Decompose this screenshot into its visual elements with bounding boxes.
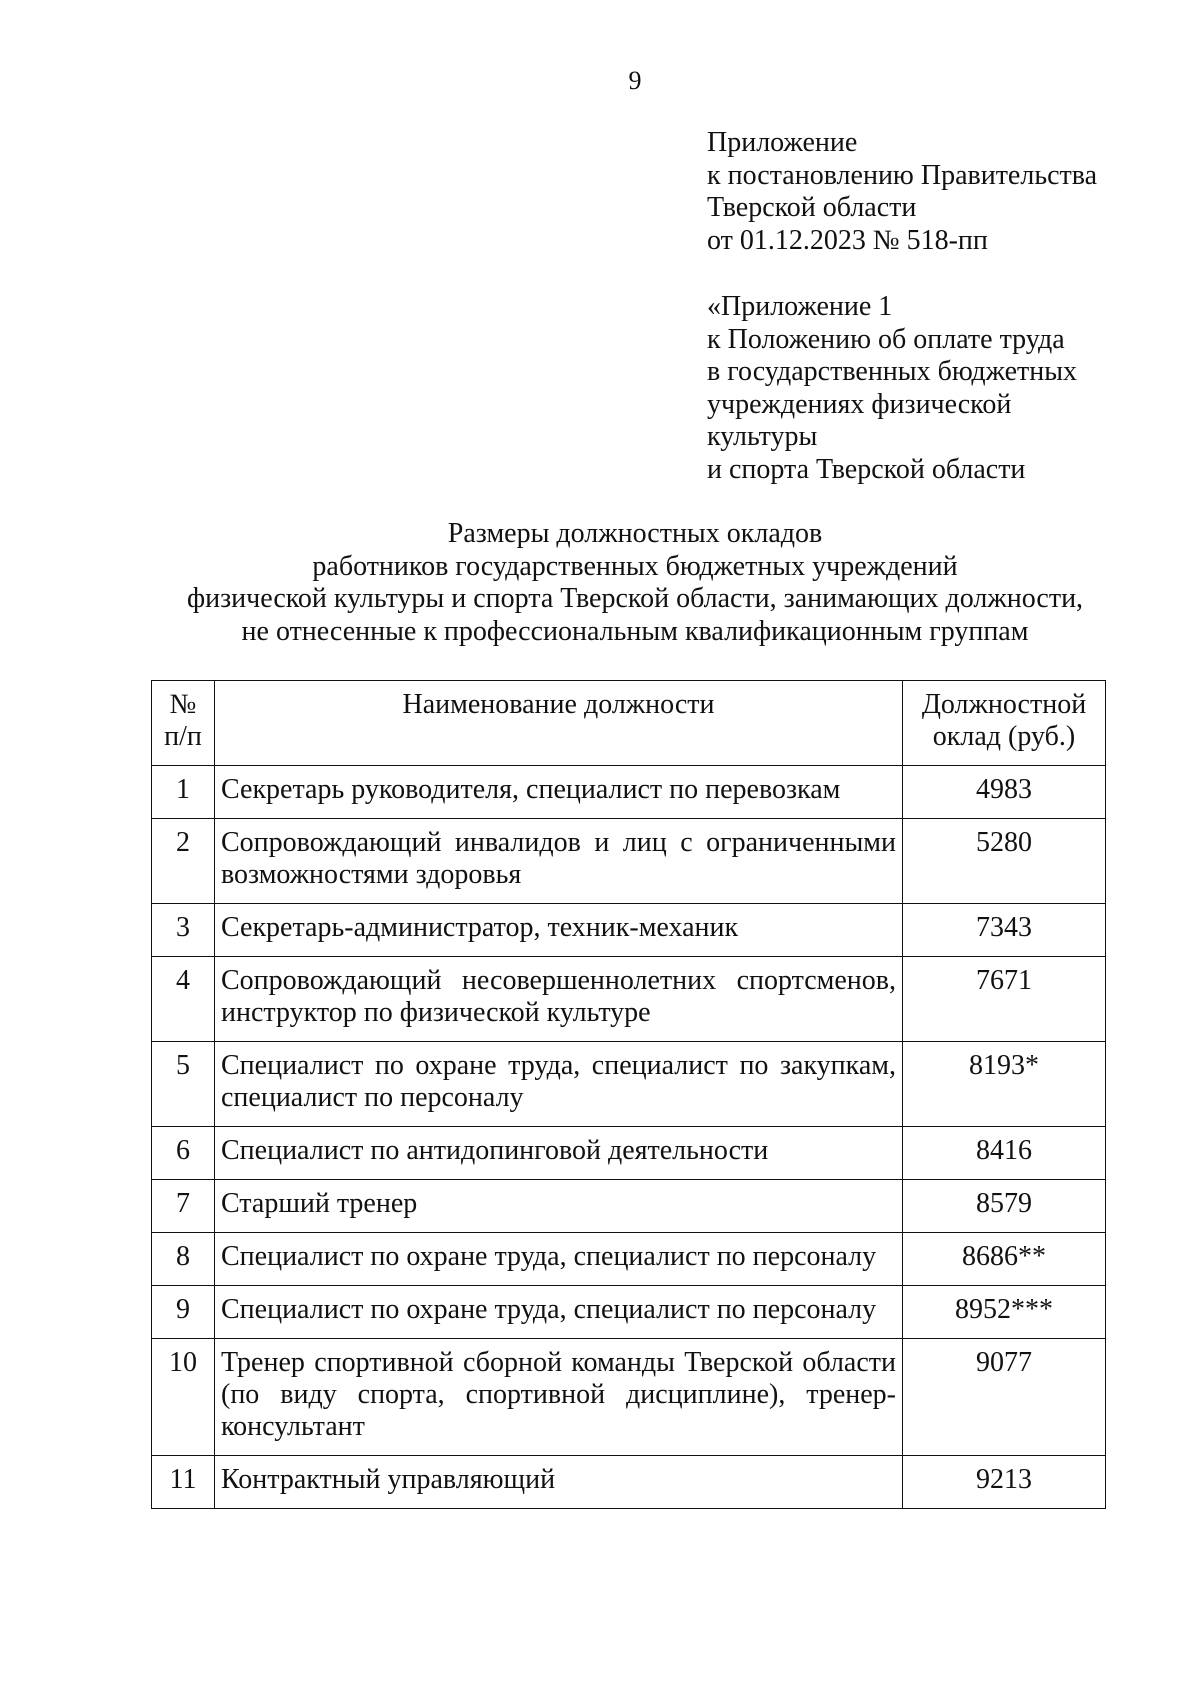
- table-row: [152, 766, 1106, 819]
- salary-table: [151, 680, 1106, 1509]
- row-number: 11: [152, 1456, 215, 1509]
- annex-header: [707, 291, 1077, 486]
- annex-line: и спорта Тверской области: [707, 453, 1026, 485]
- position-name: Сопровождающий инвалидов и лиц с ограниченными возможностями здоровья: [215, 819, 903, 904]
- salary-value: 7343: [903, 904, 1106, 957]
- row-number: 10: [152, 1339, 215, 1456]
- position-name: Специалист по охране труда, специалист по персоналу: [215, 1233, 903, 1286]
- appendix-line: к постановлению Правительства: [707, 159, 1098, 191]
- row-number: 5: [152, 1042, 215, 1127]
- appendix-line: Тверской области: [707, 192, 917, 223]
- row-number: 9: [152, 1286, 215, 1339]
- table-row: [152, 1180, 1106, 1233]
- annex-line: учреждениях физической: [707, 388, 1012, 420]
- title-line: Размеры должностных окладов: [447, 518, 823, 549]
- header-position: Наименование должности: [215, 681, 903, 766]
- row-number: 2: [152, 819, 215, 904]
- table-header-row: [152, 681, 1106, 766]
- position-name: Секретарь-администратор, техник-механик: [215, 904, 903, 957]
- position-name: Специалист по охране труда, специалист по закупкам, специалист по персоналу: [215, 1042, 903, 1127]
- table-row: [152, 819, 1106, 904]
- row-number: 8: [152, 1233, 215, 1286]
- title-line: не отнесенные к профессиональным квалификационным группам: [241, 615, 1029, 647]
- table-row: [152, 1042, 1106, 1127]
- table-row: [152, 1286, 1106, 1339]
- salary-value: 8193*: [903, 1042, 1106, 1127]
- appendix-header: [707, 127, 1097, 257]
- row-number: 1: [152, 766, 215, 819]
- annex-line: «Приложение 1: [707, 291, 893, 322]
- salary-value: 8686**: [903, 1233, 1106, 1286]
- salary-value: 9213: [903, 1456, 1106, 1509]
- title-line: работников государственных бюджетных учреждений: [312, 550, 958, 582]
- position-name: Старший тренер: [215, 1180, 903, 1233]
- table-row: [152, 904, 1106, 957]
- row-number: 6: [152, 1127, 215, 1180]
- header-num: № п/п: [152, 681, 215, 766]
- title-line: физической культуры и спорта Тверской области, занимающих должности,: [186, 583, 1084, 614]
- position-name: Тренер спортивной сборной команды Тверской области (по виду спорта, спортивной дисциплине), тренер-консультант: [215, 1339, 903, 1456]
- row-number: 3: [152, 904, 215, 957]
- header-salary: Должностной оклад (руб.): [903, 681, 1106, 766]
- position-name: Специалист по антидопинговой деятельности: [215, 1127, 903, 1180]
- annex-line: в государственных бюджетных: [707, 356, 1078, 387]
- salary-value: 8579: [903, 1180, 1106, 1233]
- table-row: [152, 1127, 1106, 1180]
- salary-value: 7671: [903, 957, 1106, 1042]
- salary-value: 5280: [903, 819, 1106, 904]
- table-row: [152, 1456, 1106, 1509]
- salary-value: 9077: [903, 1339, 1106, 1456]
- salary-value: 8416: [903, 1127, 1106, 1180]
- table-row: [152, 957, 1106, 1042]
- position-name: Контрактный управляющий: [215, 1456, 903, 1509]
- table-body: [152, 766, 1106, 1509]
- annex-line: к Положению об оплате труда: [707, 323, 1065, 355]
- row-number: 7: [152, 1180, 215, 1233]
- position-name: Сопровождающий несовершеннолетних спортсменов, инструктор по физической культуре: [215, 957, 903, 1042]
- row-number: 4: [152, 957, 215, 1042]
- annex-line: культуры: [707, 421, 818, 452]
- appendix-line: Приложение: [707, 127, 858, 158]
- position-name: Секретарь руководителя, специалист по перевозкам: [215, 766, 903, 819]
- salary-value: 8952***: [903, 1286, 1106, 1339]
- table-row: [152, 1339, 1106, 1456]
- salary-value: 4983: [903, 766, 1106, 819]
- table-row: [152, 1233, 1106, 1286]
- position-name: Специалист по охране труда, специалист по персоналу: [215, 1286, 903, 1339]
- appendix-line: от 01.12.2023 № 518-пп: [707, 224, 988, 256]
- document-title: [60, 518, 1200, 648]
- page-number: 9: [628, 66, 642, 95]
